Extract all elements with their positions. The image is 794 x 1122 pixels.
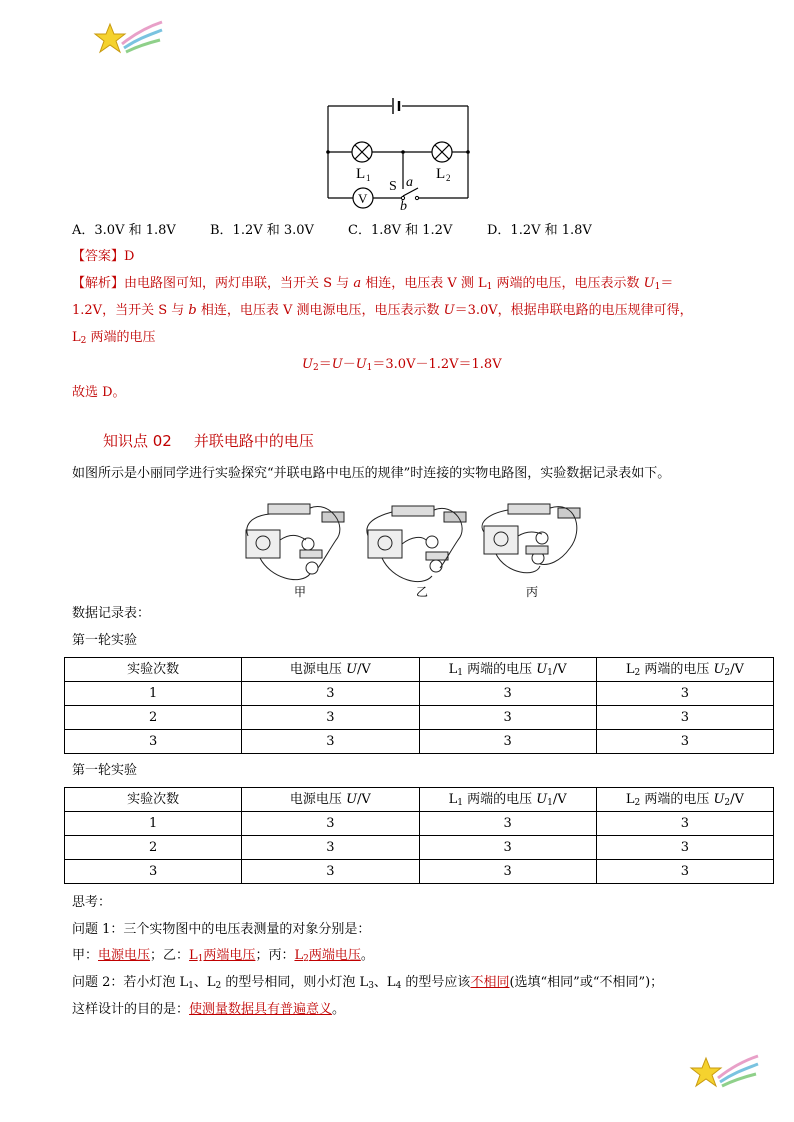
voltmeter-label: V [358,191,368,206]
analysis-line-2: 1.2V，当开关 S 与 b 相连，电压表 V 测电源电压，电压表示数 U＝3.0V，根据串联电路的电压规律可得， [72,303,693,318]
table-cell: 3 [419,706,596,730]
option-d: D．1.2V 和 1.8V [487,223,592,238]
header-cell: $L_1$ 两端的电压 $U_1/V$ [419,788,596,812]
table-row [65,682,774,706]
question-2: 问题 2：若小灯泡 $L_1$、$L_2$ 的型号相同，则小灯泡 $L_3$、$L_4$ 的型号应该不相同(选填“相同”或“不相同”)； [72,975,664,991]
table-row [65,706,774,730]
table-cell: 1 [65,812,242,836]
table-cell: 3 [65,730,242,754]
figure-label-yi: 乙 [416,585,429,599]
table-cell: 3 [242,836,419,860]
circuit-photos [240,496,590,602]
analysis-equation: $U_2=U-U_1=3.0V-1.2V=1.8V$ [302,357,502,373]
think-label: 思考： [72,895,112,910]
table2-caption: 第一轮实验 [72,763,138,778]
table-row [65,730,774,754]
table-cell: 3 [596,812,773,836]
header-cell: 实验次数 [65,658,242,682]
section-heading [103,430,314,451]
table-cell: 3 [596,836,773,860]
answer-1-yi: $L_1$两端电压 [189,948,256,964]
table-cell: 3 [242,730,419,754]
answer-tag: 【答案】 [72,249,125,264]
table-header-row [65,788,774,812]
answer-1-jia: 电源电压 [98,948,151,963]
data-table-1 [64,657,774,754]
answer-3: 使测量数据具有普遍意义 [189,1002,333,1017]
record-label: 数据记录表： [72,606,151,621]
table-cell: 1 [65,682,242,706]
option-a: A．3.0V 和 1.8V [72,223,176,238]
header-cell: 电源电压 U/V [242,788,419,812]
header-cell: $L_2$ 两端的电压 $U_2/V$ [596,658,773,682]
switch-a-label: a [406,175,413,190]
lamp-l2-sub: 2 [446,173,451,183]
table-row [65,860,774,884]
table-cell: 3 [596,706,773,730]
option-b: B．1.2V 和 3.0V [210,223,314,238]
switch-label: S [389,179,397,194]
table-cell: 3 [419,730,596,754]
answer-value: D [124,249,135,264]
switch-b-label: b [400,199,407,214]
question-1: 问题 1：三个实物图中的电压表测量的对象分别是： [72,922,371,937]
table-cell: 3 [242,812,419,836]
lamp-l1-sub: 1 [366,173,371,183]
analysis-line-1: 【解析】由电路图可知，两灯串联，当开关 S 与 a 相连，电压表 V 测 $L_1$ 两端的电压，电压表示数 $U_1=$ [72,276,674,292]
table-cell: 3 [419,682,596,706]
analysis-line-3: $L_2$ 两端的电压 [72,330,156,346]
table-cell: 3 [242,706,419,730]
table-cell: 3 [242,682,419,706]
intro-text: 如图所示是小丽同学进行实验探究“并联电路中电压的规律”时连接的实物电路图，实验数据记录表如下。 [72,466,671,481]
answer-1-bing: $L_2$两端电压 [294,948,361,964]
option-c: C．1.8V 和 1.2V [348,223,453,238]
table-cell: 3 [419,860,596,884]
figure-label-bing: 丙 [526,585,539,599]
table-row [65,836,774,860]
table-cell: 3 [596,682,773,706]
circuit-diagram [318,92,478,214]
question-3: 这样设计的目的是：使测量数据具有普遍意义。 [72,1002,346,1017]
table-row [65,812,774,836]
lamp-l1-label: L [356,166,366,182]
answer-2: 不相同 [470,975,510,990]
table-cell: 3 [596,730,773,754]
table1-caption: 第一轮实验 [72,633,138,648]
table-cell: 2 [65,706,242,730]
data-table-2 [64,787,774,884]
figure-label-jia: 甲 [294,585,307,599]
analysis-conclusion: 故选 D。 [72,385,126,400]
table-cell: 3 [242,860,419,884]
section-number: 知识点 02 [103,432,172,450]
lamp-l2-label: L [436,166,446,182]
section-title: 并联电路中的电压 [193,432,314,450]
answer-1: 甲：电源电压；乙：$L_1$两端电压；丙：$L_2$两端电压。 [72,948,374,964]
shooting-star-icon [92,18,164,60]
table-cell: 3 [419,812,596,836]
answer-line [72,247,134,267]
table-cell: 2 [65,836,242,860]
header-cell: 实验次数 [65,788,242,812]
table-header-row [65,658,774,682]
header-cell: $L_2$ 两端的电压 $U_2/V$ [596,788,773,812]
header-cell: 电源电压 U/V [242,658,419,682]
analysis-tag: 【解析】 [72,276,125,291]
header-cell: $L_1$ 两端的电压 $U_1/V$ [419,658,596,682]
table-cell: 3 [596,860,773,884]
table-cell: 3 [419,836,596,860]
table-cell: 3 [65,860,242,884]
shooting-star-icon [688,1052,760,1094]
